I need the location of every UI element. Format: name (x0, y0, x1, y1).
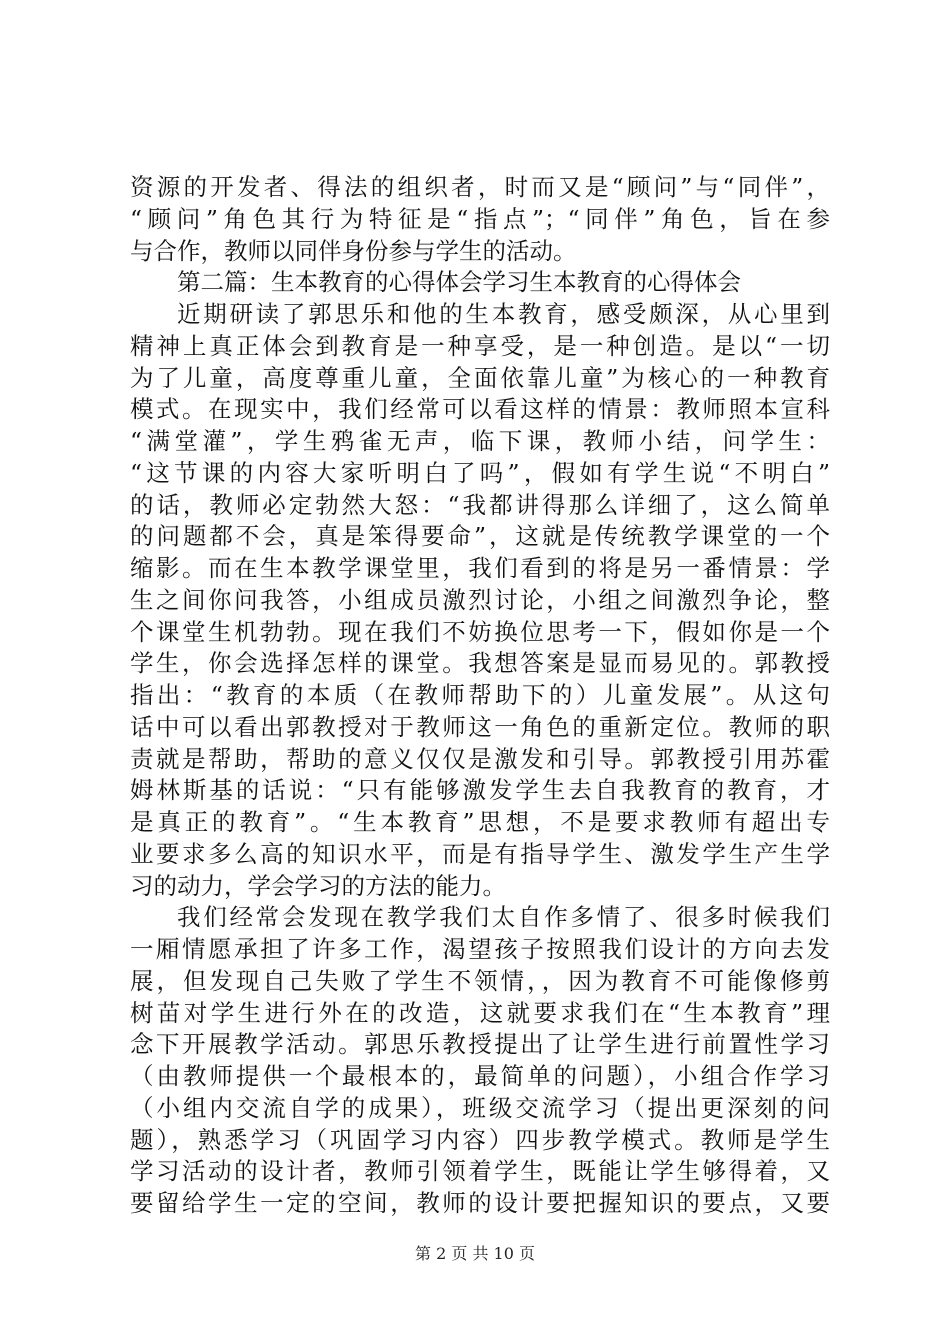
text-line: “顾问”角色其行为特征是“指点”；“同伴”角色，旨在参 (130, 204, 830, 233)
text-line: 责就是帮助，帮助的意义仅仅是激发和引导。郭教授引用苏霍 (130, 744, 830, 773)
text-line: 习的动力，学会学习的方法的能力。 (130, 871, 506, 900)
body-text (130, 172, 830, 1220)
text-line: 个课堂生机勃勃。现在我们不妨换位思考一下，假如你是一个 (130, 617, 830, 646)
text-line: 资源的开发者、得法的组织者，时而又是“顾问”与“同伴”， (130, 173, 830, 201)
page-number-footer: 第 2 页 共 10 页 (415, 1244, 535, 1263)
text-line: 生之间你问我答，小组成员激烈讨论，小组之间激烈争论，整 (130, 585, 830, 614)
text-line: 的话，教师必定勃然大怒：“我都讲得那么详细了，这么简单 (130, 490, 830, 519)
text-line: 精神上真正体会到教育是一种享受，是一种创造。是以“一切 (130, 331, 830, 360)
text-line: 与合作，教师以同伴身份参与学生的活动。 (130, 236, 577, 265)
text-line: 学习活动的设计者，教师引领着学生，既能让学生够得着，又 (130, 1157, 830, 1186)
section-heading: 第二篇：生本教育的心得体会学习生本教育的心得体会 (177, 268, 741, 297)
text-line: 是真正的教育”。“生本教育”思想，不是要求教师有超出专 (130, 808, 830, 836)
text-line: （小组内交流自学的成果），班级交流学习（提出更深刻的问 (130, 1093, 830, 1122)
text-line: 学生，你会选择怎样的课堂。我想答案是显而易见的。郭教授 (130, 649, 830, 678)
text-line: 业要求多么高的知识水平，而是有指导学生、激发学生产生学 (130, 839, 830, 868)
text-line: 话中可以看出郭教授对于教师这一角色的重新定位。教师的职 (130, 712, 830, 741)
text-line: 模式。在现实中，我们经常可以看这样的情景：教师照本宣科 (130, 395, 830, 424)
text-line: 姆林斯基的话说：“只有能够激发学生去自我教育的教育，才 (130, 776, 830, 805)
text-line: “这节课的内容大家听明白了吗”，假如有学生说“不明白” (130, 458, 830, 487)
text-line: （由教师提供一个最根本的，最简单的问题），小组合作学习 (130, 1062, 830, 1090)
paragraph-first-line: 我们经常会发现在教学我们太自作多情了、很多时候我们 (177, 903, 830, 932)
text-line: 的问题都不会，真是笨得要命”，这就是传统教学课堂的一个 (130, 522, 830, 551)
text-line: 树苗对学生进行外在的改造，这就要求我们在“生本教育”理 (130, 998, 830, 1027)
text-line: 缩影。而在生本教学课堂里，我们看到的将是另一番情景：学 (130, 554, 830, 582)
text-line: 展，但发现自己失败了学生不领情，，因为教育不可能像修剪 (130, 966, 830, 995)
text-line: 指出：“教育的本质（在教师帮助下的）儿童发展”。从这句 (130, 681, 830, 709)
text-line: 要留给学生一定的空间，教师的设计要把握知识的要点，又要 (130, 1189, 830, 1217)
text-line: “满堂灌”，学生鸦雀无声，临下课，教师小结，问学生： (130, 427, 830, 455)
text-line: 一厢情愿承担了许多工作，渴望孩子按照我们设计的方向去发 (130, 935, 830, 963)
text-line: 念下开展教学活动。郭思乐教授提出了让学生进行前置性学习 (130, 1030, 830, 1059)
text-line: 为了儿童，高度尊重儿童，全面依靠儿童”为核心的一种教育 (130, 363, 830, 392)
paragraph-first-line: 近期研读了郭思乐和他的生本教育，感受颇深，从心里到 (177, 300, 830, 328)
text-line: 题），熟悉学习（巩固学习内容）四步教学模式。教师是学生 (130, 1125, 830, 1154)
